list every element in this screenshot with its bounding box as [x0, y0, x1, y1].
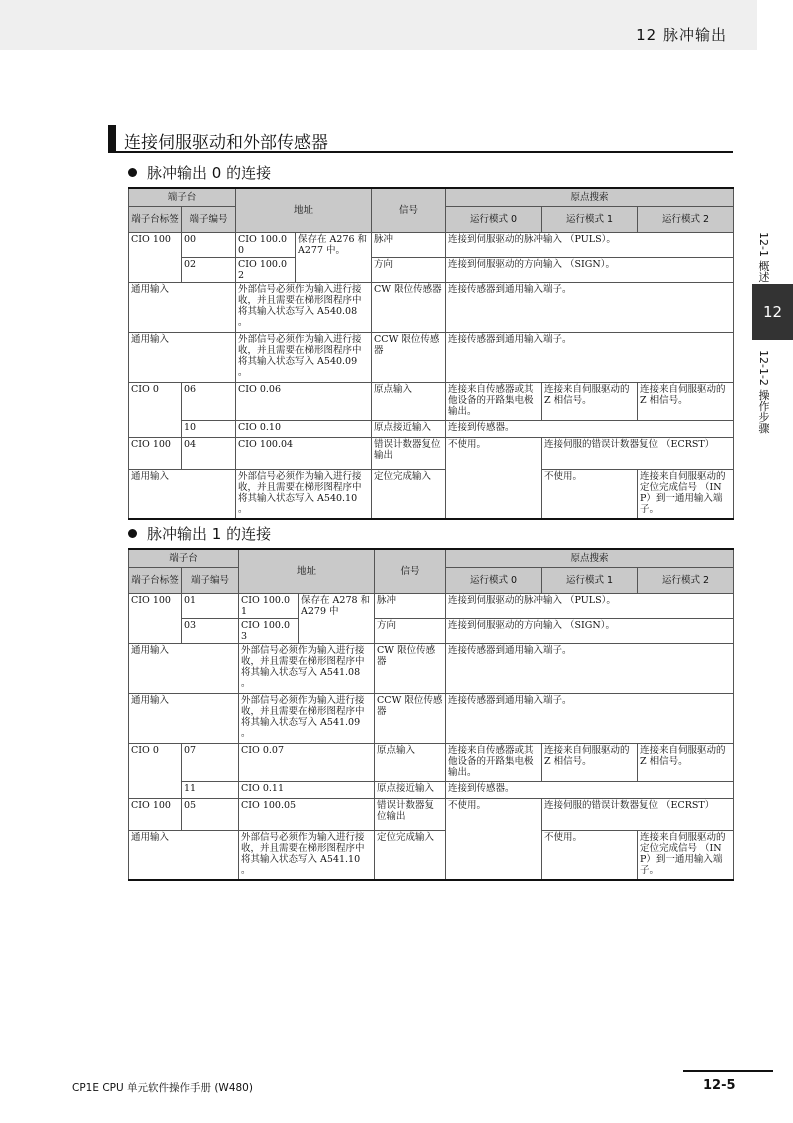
table-row: [129, 282, 734, 332]
cell-addr-note: 保存在 A278 和 A279 中: [299, 593, 375, 643]
header-mode-0: 运行模式 0: [446, 567, 542, 593]
table-row: [129, 437, 734, 469]
cell-label: CIO 100: [129, 437, 182, 469]
cell-signal: CCW 限位传感器: [375, 693, 446, 743]
cell-search: 连接到伺服驱动的方向输入 （SIGN）。: [446, 618, 734, 643]
cell-no: 05: [182, 798, 239, 830]
cell-signal: CCW 限位传感器: [372, 332, 446, 382]
subsection-title-0: 脉冲输出 0 的连接: [147, 164, 272, 182]
cell-signal: 原点接近输入: [372, 420, 446, 437]
cell-no: 11: [182, 781, 239, 798]
cell-no: 01: [182, 593, 239, 618]
cell-signal: 原点接近输入: [375, 781, 446, 798]
cell-signal: 原点输入: [375, 743, 446, 781]
cell-mode-0: 连接来自传感器或其他设备的开路集电极输出。: [446, 743, 542, 781]
cell-search: 连接到传感器。: [446, 420, 734, 437]
header-mode-0: 运行模式 0: [446, 206, 542, 232]
cell-no: 00: [182, 232, 236, 257]
cell-addr: CIO 100.02: [236, 257, 296, 282]
chapter-title: 12 脉冲输出: [636, 26, 727, 44]
cell-signal: 错误计数器复位输出: [372, 437, 446, 469]
subsection-heading-1: [128, 523, 271, 544]
cell-search: 连接到传感器。: [446, 781, 734, 798]
cell-addr: 外部信号必须作为输入进行接收，并且需要在梯形图程序中将其输入状态写入 A541.10 。: [239, 830, 375, 880]
bullet-icon: [128, 529, 137, 538]
page-number: 12-5: [703, 1078, 736, 1093]
cell-search: 连接到伺服驱动的脉冲输入 （PULS）。: [446, 593, 734, 618]
page-header: [0, 0, 757, 50]
chapter-tab[interactable]: 12: [752, 284, 793, 340]
cell-mode-1: 不使用。: [542, 830, 638, 880]
table-row: [129, 798, 734, 830]
header-address: 地址: [236, 188, 372, 232]
cell-search: 连接到伺服驱动的方向输入 （SIGN）。: [446, 257, 734, 282]
cell-search: 连接到伺服驱动的脉冲输入 （PULS）。: [446, 232, 734, 257]
cell-no: 02: [182, 257, 236, 282]
cell-mode-2: 连接来自伺服驱动的 Z 相信号。: [638, 743, 734, 781]
cell-addr: 外部信号必须作为输入进行接收，并且需要在梯形图程序中将其输入状态写入 A541.08 。: [239, 643, 375, 693]
cell-label: CIO 0: [129, 743, 182, 798]
cell-search: 连接传感器到通用输入端子。: [446, 282, 734, 332]
cell-mode-0: 不使用。: [446, 798, 542, 880]
table-row: [129, 593, 734, 618]
header-mode-2: 运行模式 2: [638, 206, 734, 232]
cell-addr: CIO 0.07: [239, 743, 375, 781]
header-origin-search: 原点搜索: [446, 549, 734, 567]
bullet-icon: [128, 168, 137, 177]
cell-signal: CW 限位传感器: [372, 282, 446, 332]
cell-signal: 脉冲: [372, 232, 446, 257]
cell-mode-1: 连接来自伺服驱动的 Z 相信号。: [542, 382, 638, 420]
cell-no: 06: [182, 382, 236, 420]
cell-mode-2: 连接来自伺服驱动的定位完成信号 （INP）到一通用输入端子。: [638, 469, 734, 519]
table-row: [129, 420, 734, 437]
cell-label: 通用输入: [129, 693, 239, 743]
cell-no: 03: [182, 618, 239, 643]
connection-table-1: [128, 548, 734, 881]
cell-mode-1: 连接来自伺服驱动的 Z 相信号。: [542, 743, 638, 781]
header-terminal-no: 端子编号: [182, 567, 239, 593]
cell-addr: CIO 100.05: [239, 798, 375, 830]
cell-signal: 定位完成输入: [372, 469, 446, 519]
header-terminal-block: 端子台: [129, 188, 236, 206]
cell-label: 通用输入: [129, 643, 239, 693]
footer-manual-title: CP1E CPU 单元软件操作手册 (W480): [72, 1082, 253, 1094]
footer-rule: [683, 1070, 773, 1072]
cell-label: 通用输入: [129, 282, 236, 332]
cell-addr: CIO 100.00: [236, 232, 296, 257]
table-row: [129, 232, 734, 257]
cell-mode-0: 连接来自传感器或其他设备的开路集电极输出。: [446, 382, 542, 420]
cell-label: 通用输入: [129, 830, 239, 880]
cell-mode-0: 不使用。: [446, 437, 542, 519]
table-row: [129, 469, 734, 519]
subsection-heading-0: [128, 162, 271, 183]
cell-signal: 错误计数器复位输出: [375, 798, 446, 830]
cell-addr: CIO 0.11: [239, 781, 375, 798]
cell-label: CIO 0: [129, 382, 182, 437]
cell-addr: 外部信号必须作为输入进行接收，并且需要在梯形图程序中将其输入状态写入 A540.08 。: [236, 282, 372, 332]
header-terminal-block: 端子台: [129, 549, 239, 567]
cell-no: 07: [182, 743, 239, 781]
table-row: [129, 743, 734, 781]
cell-label: 通用输入: [129, 332, 236, 382]
cell-addr: 外部信号必须作为输入进行接收，并且需要在梯形图程序中将其输入状态写入 A540.10 。: [236, 469, 372, 519]
table-row: [129, 830, 734, 880]
cell-no: 04: [182, 437, 236, 469]
header-terminal-no: 端子编号: [182, 206, 236, 232]
cell-addr: CIO 0.06: [236, 382, 372, 420]
table-row: [129, 643, 734, 693]
cell-addr: CIO 100.04: [236, 437, 372, 469]
cell-mode-2: 连接来自伺服驱动的 Z 相信号。: [638, 382, 734, 420]
header-mode-2: 运行模式 2: [638, 567, 734, 593]
header-terminal-label: 端子台标签: [129, 206, 182, 232]
cell-signal: 方向: [375, 618, 446, 643]
table-row: [129, 257, 734, 282]
cell-signal: 原点输入: [372, 382, 446, 420]
connection-table-0: [128, 187, 734, 520]
section-title: 连接伺服驱动和外部传感器: [124, 133, 328, 153]
cell-search: 连接传感器到通用输入端子。: [446, 332, 734, 382]
cell-addr: CIO 0.10: [236, 420, 372, 437]
cell-search: 连接传感器到通用输入端子。: [446, 693, 734, 743]
cell-label: CIO 100: [129, 798, 182, 830]
section-heading: [108, 125, 733, 153]
cell-addr: CIO 100.01: [239, 593, 299, 618]
table-row: [129, 332, 734, 382]
cell-signal: 脉冲: [375, 593, 446, 618]
table-row: [129, 781, 734, 798]
header-origin-search: 原点搜索: [446, 188, 734, 206]
cell-mode-1: 不使用。: [542, 469, 638, 519]
cell-label: CIO 100: [129, 232, 182, 282]
header-signal: 信号: [375, 549, 446, 593]
header-mode-1: 运行模式 1: [542, 567, 638, 593]
header-signal: 信号: [372, 188, 446, 232]
cell-label: 通用输入: [129, 469, 236, 519]
header-terminal-label: 端子台标签: [129, 567, 182, 593]
cell-mode-12: 连接伺服的错误计数器复位 （ECRST）: [542, 798, 734, 830]
cell-mode-2: 连接来自伺服驱动的定位完成信号 （INP）到一通用输入端子。: [638, 830, 734, 880]
cell-addr: CIO 100.03: [239, 618, 299, 643]
heading-bar: [108, 125, 116, 151]
cell-signal: CW 限位传感器: [375, 643, 446, 693]
subsection-title-1: 脉冲输出 1 的连接: [147, 525, 272, 543]
side-section-label: 12-1 概述: [757, 232, 770, 283]
cell-search: 连接传感器到通用输入端子。: [446, 643, 734, 693]
cell-signal: 定位完成输入: [375, 830, 446, 880]
cell-label: CIO 100: [129, 593, 182, 643]
table-row: [129, 693, 734, 743]
header-mode-1: 运行模式 1: [542, 206, 638, 232]
side-subsection-label: 12-1-2 操作步骤: [757, 350, 770, 434]
cell-addr: 外部信号必须作为输入进行接收，并且需要在梯形图程序中将其输入状态写入 A540.09 。: [236, 332, 372, 382]
cell-mode-12: 连接伺服的错误计数器复位 （ECRST）: [542, 437, 734, 469]
table-row: [129, 618, 734, 643]
table-row: [129, 382, 734, 420]
cell-addr: 外部信号必须作为输入进行接收，并且需要在梯形图程序中将其输入状态写入 A541.09 。: [239, 693, 375, 743]
header-address: 地址: [239, 549, 375, 593]
cell-signal: 方向: [372, 257, 446, 282]
cell-addr-note: 保存在 A276 和 A277 中。: [296, 232, 372, 282]
cell-no: 10: [182, 420, 236, 437]
